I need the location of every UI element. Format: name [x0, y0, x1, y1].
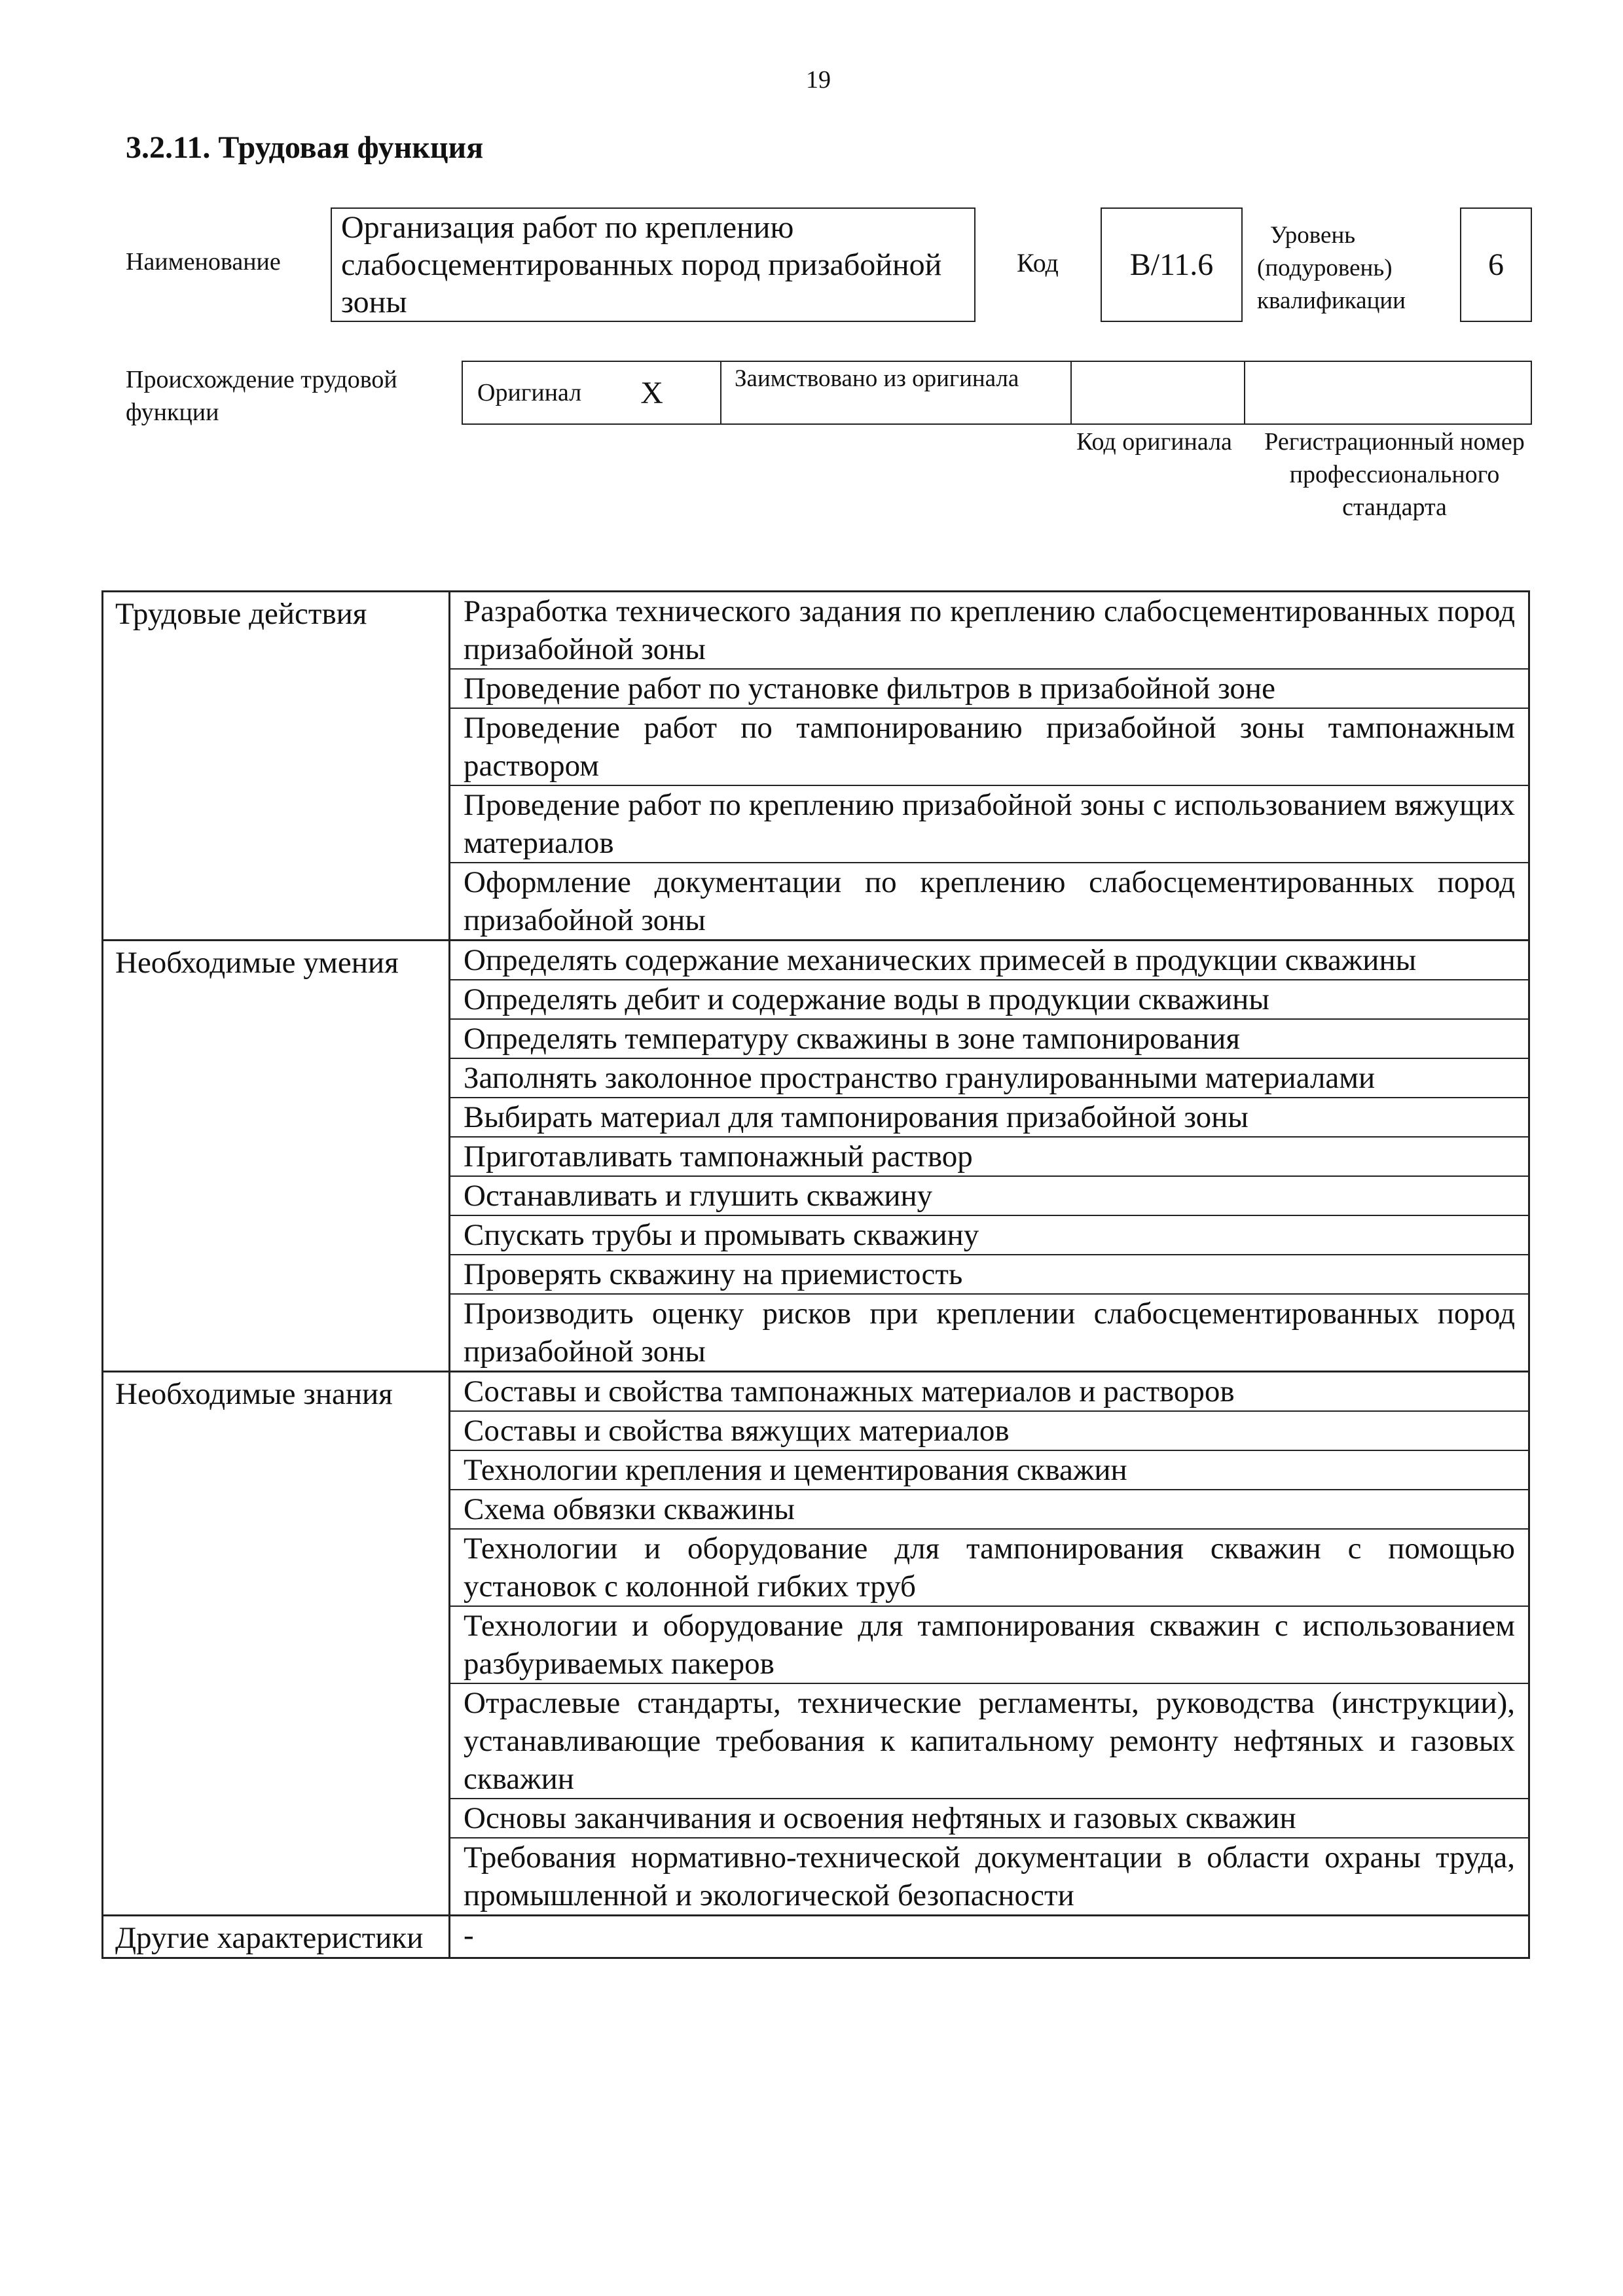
table-row: Технологии и оборудование для тампонирования скважин с помощью установок с колонной гибких труб — [450, 1530, 1528, 1607]
table-group — [103, 941, 1528, 1372]
group-label: Другие характеристики — [103, 1916, 450, 1957]
table-group — [103, 592, 1528, 941]
origin-registration-cell — [1245, 362, 1531, 423]
origin-table — [462, 361, 1532, 425]
table-row: Проведение работ по креплению призабойной зоны с использованием вяжущих материалов — [450, 786, 1528, 863]
table-row: Технологии и оборудование для тампонирования скважин с использованием разбуриваемых пакеров — [450, 1607, 1528, 1684]
page-number: 19 — [806, 66, 831, 94]
section-title: 3.2.11. Трудовая функция — [126, 130, 484, 165]
table-row: Определять дебит и содержание воды в продукции скважины — [450, 980, 1528, 1020]
original-label: Оригинал — [477, 379, 582, 406]
name-value-box — [331, 207, 976, 322]
table-row: Требования нормативно-технической документации в области охраны труда, промышленной и экологической безопасности — [464, 1840, 1515, 1912]
table-row: Спускать трубы и промывать скважину — [450, 1216, 1528, 1255]
code-value-box — [1101, 207, 1243, 322]
group-items — [450, 592, 1528, 939]
code-value: B/11.6 — [1129, 247, 1214, 282]
table-row: Составы и свойства вяжущих материалов — [450, 1412, 1528, 1451]
table-row: - — [464, 1918, 474, 1952]
level-value: 6 — [1488, 247, 1504, 282]
table-row: Основы заканчивания и освоения нефтяных и газовых скважин — [450, 1799, 1528, 1839]
registration-caption: Регистрационный номер профессионального стандарта — [1264, 428, 1525, 521]
table-row: Отраслевые стандарты, технические регламенты, руководства (инструкции), устанавливающие требования к капитальному ремонту нефтяных и газовых скважин — [450, 1684, 1528, 1799]
original-mark: X — [640, 375, 663, 410]
level-value-box — [1460, 207, 1532, 322]
table-row: Определять температуру скважины в зоне тампонирования — [450, 1020, 1528, 1059]
table-row: Определять содержание механических примесей в продукции скважины — [450, 941, 1528, 980]
level-label: Уровень (подуровень) квалификации — [1257, 222, 1406, 314]
table-row: Останавливать и глушить скважину — [450, 1177, 1528, 1216]
origin-label: Происхождение трудовой функции — [126, 366, 397, 426]
origin-code-cell — [1072, 362, 1245, 423]
table-row: Технологии крепления и цементирования скважин — [450, 1451, 1528, 1490]
table-row: Производить оценку рисков при креплении слабосцементированных пород призабойной зоны — [464, 1297, 1515, 1369]
borrowed-label: Заимствовано из оригинала — [735, 365, 1019, 392]
group-items — [450, 1916, 1528, 1957]
group-label: Трудовые действия — [103, 592, 450, 939]
table-row: Приготавливать тампонажный раствор — [450, 1138, 1528, 1177]
labor-function-table — [101, 590, 1530, 1959]
group-items — [450, 1372, 1528, 1914]
table-row: Разработка технического задания по креплению слабосцементированных пород призабойной зоны — [450, 592, 1528, 670]
table-row: Оформление документации по креплению слабосцементированных пород призабойной зоны — [464, 865, 1515, 937]
original-code-caption: Код оригинала — [1076, 428, 1232, 456]
origin-borrowed-cell — [721, 362, 1072, 423]
table-row: Проведение работ по тампонированию призабойной зоны тампонажным раствором — [450, 709, 1528, 786]
table-row: Составы и свойства тампонажных материалов и растворов — [450, 1372, 1528, 1412]
table-row: Заполнять заколонное пространство гранулированными материалами — [450, 1059, 1528, 1098]
table-row: Проведение работ по установке фильтров в призабойной зоне — [450, 670, 1528, 709]
group-label: Необходимые умения — [103, 941, 450, 1371]
name-label: Наименование — [126, 248, 281, 276]
table-row: Проверять скважину на приемистость — [450, 1255, 1528, 1295]
table-row: Выбирать материал для тампонирования призабойной зоны — [450, 1098, 1528, 1138]
group-items — [450, 941, 1528, 1371]
table-group — [103, 1916, 1528, 1957]
name-value: Организация работ по креплению слабосцементированных пород призабойной зоны — [341, 210, 942, 319]
table-row: Схема обвязки скважины — [450, 1490, 1528, 1530]
code-label: Код — [1017, 248, 1059, 278]
table-group — [103, 1372, 1528, 1916]
group-label: Необходимые знания — [103, 1372, 450, 1914]
origin-original-cell — [463, 362, 721, 423]
